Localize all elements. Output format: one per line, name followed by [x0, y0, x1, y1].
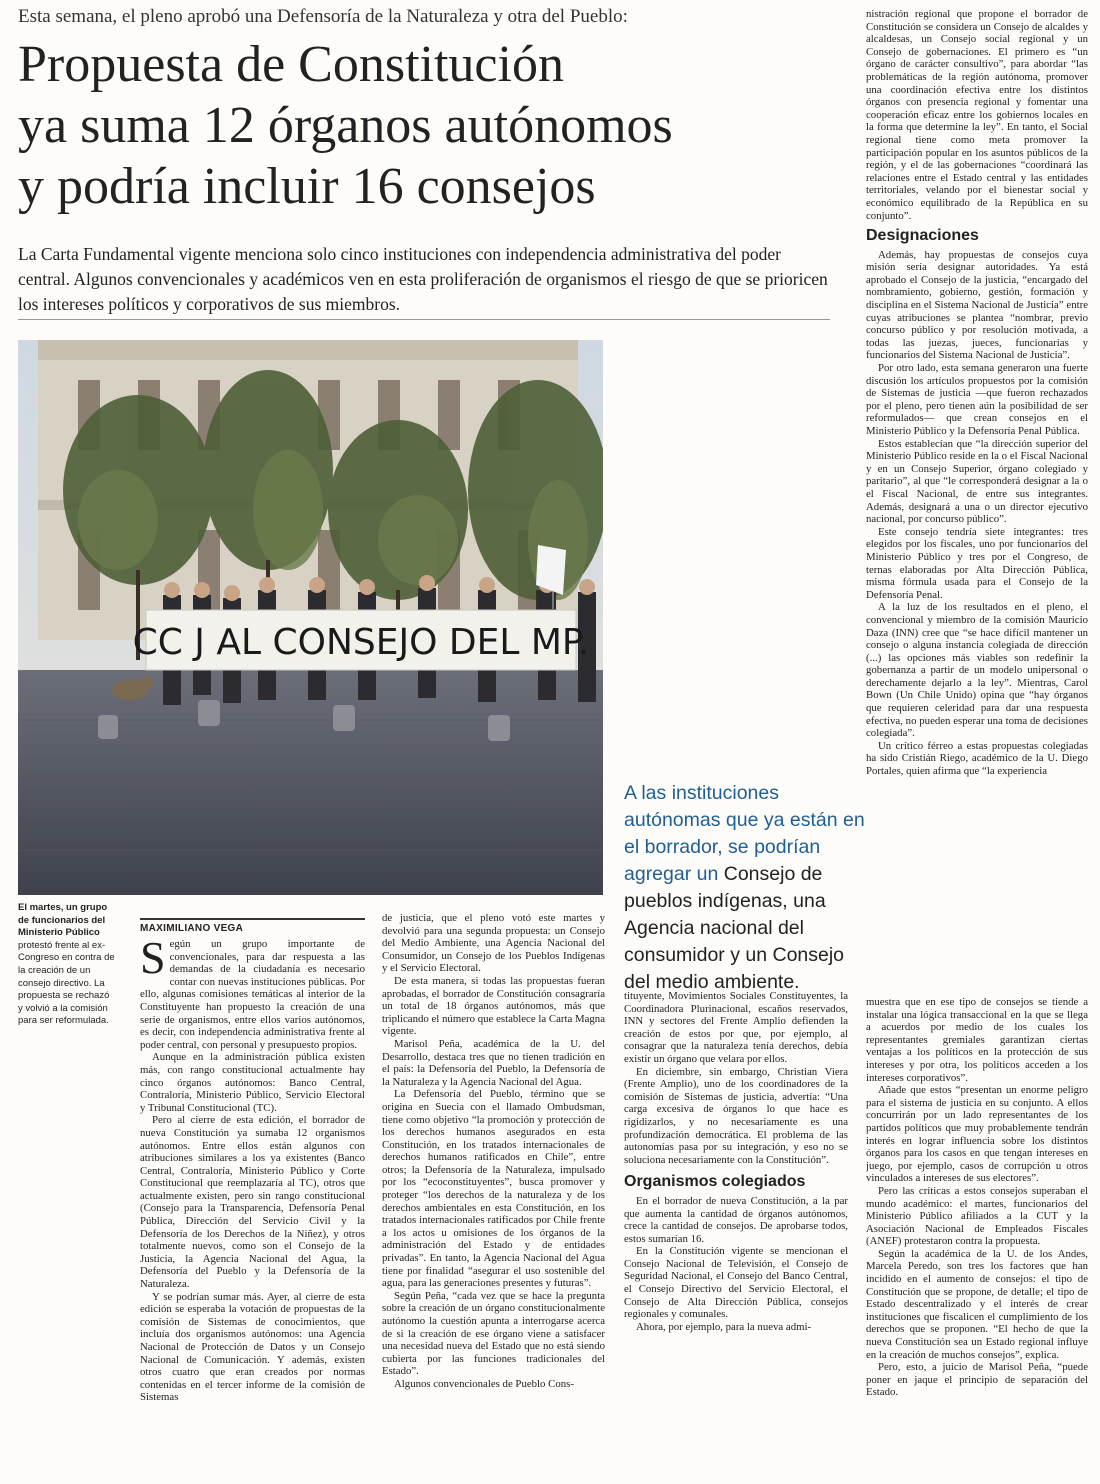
col2-paragraph-6: Algunos convencionales de Pueblo Cons- [394, 1377, 574, 1390]
col2-paragraph-2: De esta manera, si todas las propuestas fueran aprobadas, el borrador de Constitución consagraría un total de 18 órganos autónomos, más que triplicando el número que establece la Carta Magna vigente. [382, 974, 605, 1038]
col4-paragraph-3: Por otro lado, esta semana generaron una fuerte discusión los artículos propuestos por la comisión de Sistemas de justicia —que fueron rechazados por el pleno, pero tienen aún la posibilidad de ser reformulados— que crean consejos en el Ministerio Público y la Defensoría Penal Pública. [866, 362, 1088, 437]
column-4 [866, 8, 1088, 993]
col3-paragraph-1: tituyente, Movimientos Sociales Constituyentes, la Coordinadora Plurinacional, escaños reservados, INN y sectores del Frente Amplio defienden la creación de estos por que, por ejemplo, al consagrar que la naturaleza tenía derechos, debía existir un órgano que velara por ellos. [624, 990, 848, 1065]
headline-line-1: Propuesta de Constitución [18, 36, 564, 93]
col4b-paragraph-1: muestra que en ese tipo de consejos se tiende a instalar una lógica transaccional en la que se llega a acuerdos por medio de los cuales los representantes gremiales garantizan ciertas ventajas a los políticos en la protección de sus intereses y por otra, los políticos acceden a los intereses corporativos”. [866, 996, 1088, 1084]
lead-paragraph: La Carta Fundamental vigente menciona solo cinco instituciones con independencia administrativa del poder central. Algunos convencionales y académicos ven en esta proliferación de organismos el riesgo de que se prioricen los intereses políticos y corporativos de sus miembros. [18, 242, 830, 320]
col4b-paragraph-4: Según la académica de la U. de los Andes, Marcela Peredo, son tres los factores que han incidido en el aumento de consejos: el tipo de Constitución que se propone, de detalle; el tipo de Estado descentralizado y el interés de crear instituciones que fiscalicen el cumplimiento de los derechos que se proponen. “El hecho de que la nueva Constitución sea un Estado regional influye en la creación de muchos consejos”, explica. [866, 1247, 1088, 1361]
col3-paragraph-4: En la Constitución vigente se mencionan el Consejo Nacional de Televisión, el Consejo de Seguridad Nacional, el Consejo del Banco Central, el Consejo Directivo del Servicio Electoral, el Consejo de Alta Dirección Pública, consejos regionales y comunales. [624, 1245, 848, 1321]
protest-photo [18, 340, 603, 895]
photo-caption [18, 902, 116, 1028]
col4-paragraph-5: Este consejo tendría siete integrantes: tres elegidos por los fiscales, uno por funcionarios del Ministerio Público y tres por el Congreso, de ternas elaboradas por Alta Dirección Pública, misma fórmula usada para el Consejo de la Defensoría Penal. [866, 525, 1088, 601]
headline-line-3: y podría incluir 16 consejos [18, 158, 596, 215]
column-4b [866, 996, 1088, 1478]
subhead-organismos: Organismos colegiados [624, 1173, 806, 1191]
col4-paragraph-6: A la luz de los resultados en el pleno, el convencional y miembro de la comisión Mauricio Daza (INN) cree que “se hace difícil mantener un consejo o alguna instancia colegiada de dirección (...) las opciones más viables son redefinir la gobernanza a partir de un modelo unipersonal o derechamente dejarlo a la ley”. Mientras, Carol Bown (Un Chile Unido) opina que “hay órganos que requieren celeridad para dar una respuesta efectiva, no pueden esperar una toma de decisiones colegiada”. [866, 601, 1088, 740]
col2-paragraph-1: de justicia, que el pleno votó este martes y devolvió para una segunda propuesta: un Consejo del Medio Ambiente, una Agencia Nacional del Consumidor, un Consejo de los Pueblos Indígenas y el Servicio Electoral. [382, 912, 605, 975]
headline [18, 34, 838, 217]
pull-quote-highlight: A las instituciones autónomas que ya están en el borrador, se podrían agregar un [624, 782, 865, 885]
caption-text: protestó frente al ex-Congreso en contra de la creación de un consejo directivo. La propuesta se rechazó y volvió a la comisión para ser reformulada. [18, 939, 115, 1027]
column-1 [140, 938, 365, 1478]
headline-line-2: ya suma 12 órganos autónomos [18, 97, 673, 154]
col3-paragraph-5: Ahora, por ejemplo, para la nueva admi- [636, 1320, 812, 1333]
col2-paragraph-3: Marisol Peña, académica de la U. del Desarrollo, destaca tres que no tienen tradición en el país: la Defensoría del Pueblo, la Defensoría de la Naturaleza y la Agencia Nacional del Agua. [382, 1037, 605, 1088]
caption-bold: El martes, un grupo de funcionarios del Ministerio Público [18, 902, 108, 939]
col4b-paragraph-3: Pero las críticas a estos consejos superaban el mundo académico: el martes, funcionarios del Ministerio Público afiliados a la CUT y la Asociación Nacional de Empleados Fiscales (ANEF) protestaron contra la propuesta. [866, 1184, 1088, 1248]
col1-paragraph-4: Y se podrían sumar más. Ayer, al cierre de esta edición se esperaba la votación de propuestas de la comisión de Sistemas de conocimientos, que incluía dos organismos autónomos: una Agencia Nacional de Protección de Datos y un Consejo Nacional de Comunicación. Y además, existen otros cuatro que eran creados por normas contenidas en el tercer informe de la comisión de Sistemas [140, 1290, 365, 1404]
column-2 [382, 912, 605, 1478]
protest-photo-illustration [18, 340, 603, 895]
pull-quote-rest: Consejo de pueblos indígenas, una Agencia nacional del consumidor y un Consejo del medio ambiente. [624, 863, 845, 993]
kicker: Esta semana, el pleno aprobó una Defensoría de la Naturaleza y otra del Pueblo: [18, 6, 628, 27]
col4-paragraph-4: Estos establecían que “la dirección superior del Ministerio Público reside en la o el Fiscal Nacional y en un Consejo Superior, órgano colegiado y paritario”, al que “le corresponderá designar a la o el Fiscal Nacional, de entre sus integrantes. Además, designará a una o un director ejecutivo nacional, por concurso público”. [866, 437, 1088, 526]
dropcap: S [140, 938, 166, 983]
col1-paragraph-1 [140, 938, 365, 1051]
col4-paragraph-2: Además, hay propuestas de consejos cuya misión sería designar autoridades. Ya está aprobado el Consejo de la justicia, “encargado del nombramiento, gobierno, gestión, formación y disciplina en el Sistema Nacional de Justicia” entre cuyas atribuciones se plantea “nombrar, previo concurso público y por resolución motivada, a todas las juezas, jueces, funcionarias y funcionarios del Sistema Nacional de Justicia”. [866, 248, 1088, 362]
col4b-paragraph-2: Añade que estos “presentan un enorme peligro para el sistema de justicia en su conjunto. A ellos concurrirán por un lado representantes de los partidos políticos que muy probablemente tendrán interés en lograr influencia sobre los distintos órganos para los casos en que tengan intereses en juego, por ejemplo, casos de corrupción u otros vinculados a intereses de sus electores”. [866, 1084, 1088, 1185]
col2-paragraph-5: Según Peña, “cada vez que se hace la pregunta sobre la creación de un órgano constitucionalmente autónomo la cuestión apunta a interrogarse acerca de si la creación de ese órgano viene a satisfacer una necesidad nueva del Estado que no está siendo cubierta por las funciones tradicionales del Estado”. [382, 1289, 605, 1378]
col2-paragraph-4: La Defensoría del Pueblo, término que se origina en Suecia con el llamado Ombudsman, tiene como objetivo “la promoción y protección de los derechos humanos asegurados en esta Constitución, en los tratados internacionales de derechos humanos ratificados en Chile”, entre otros; la Defensoría de la Naturaleza, impulsado por los “ecoconstituyentes”, busca promover y proteger “los derechos de la naturaleza y de los derechos ambientales en esta Constitución, en los tratados internacionales ratificados por Chile frente a los actos u omisiones de los órganos de la administración del Estado y de entidades privadas”. En tanto, la Agencia Nacional del Agua tiene por finalidad “asegurar el uso sostenible del agua, para las generaciones presentes y futuras”. [382, 1088, 605, 1290]
col1-paragraph-3: Pero al cierre de esta edición, el borrador de nueva Constitución ya sumaba 12 organismos autónomos. Entre ellos están algunos con atribuciones similares a los ya existentes (Banco Central, Contraloría, Ministerio Público y Corte Constitucional que reemplazaría al TC), otros que actualmente existen, pero sin rango constitucional (Consejo para la Transparencia, Defensoría Penal Pública, Dirección del Servicio Civil y la Defensoría de los Derechos de la Niñez), y otros totalmente nuevos, como son el Consejo de la Justicia, la Agencia Nacional del Agua, la Defensoría del Pueblo y la Defensoría de la Naturaleza. [140, 1114, 365, 1291]
column-3 [624, 990, 848, 1478]
col4b-paragraph-5: Pero, esto, a juicio de Marisol Peña, “puede poner en jaque el principio de separación del Estado. [866, 1361, 1088, 1399]
subhead-designaciones: Designaciones [866, 227, 979, 245]
byline: MAXIMILIANO VEGA [140, 918, 365, 934]
col4-paragraph-7: Un crítico férreo a estas propuestas colegiadas ha sido Cristián Riego, académico de la U. Diego Portales, quien afirma que “la experiencia [866, 739, 1088, 778]
col3-paragraph-2: En diciembre, sin embargo, Christian Viera (Frente Amplio), uno de los coordinadores de la comisión de Sistemas de justicia, advertía: “Una carga excesiva de órganos lo que hace es rigidizarlos, y no necesariamente es una profundización democrática. El problema de las autonomías pasa por su integración, y eso no se soluciona necesariamente con la Constitución”. [624, 1065, 848, 1166]
col4-paragraph-1: nistración regional que propone el borrador de Constitución se considera un Consejo de alcaldes y alcaldesas, un Consejo social regional y un Consejo de gobernaciones. El primero es “un órgano de carácter consultivo”, para abordar “las problemáticas de la región autónoma, promover una coordinación efectiva entre los distintos órganos con presencia regional y fomentar una cooperación eficaz entre los gobiernos locales en la forma que determine la ley”. En tanto, el Social regional tiene como meta promover la participación popular en los asuntos públicos de la región, y el de las gobernaciones “coordinará las relaciones entre el Estado central y las entidades territoriales, velando por el bienestar social y económico equilibrado de la República en su conjunto”. [866, 8, 1088, 222]
pull-quote [608, 768, 866, 993]
banner-text: CC J AL CONSEJO DEL MP. [132, 622, 590, 663]
col3-paragraph-3: En el borrador de nueva Constitución, a la par que aumenta la cantidad de órganos autónomos, crece la cantidad de consejos. De aprobarse todos, estos sumarían 16. [624, 1194, 848, 1245]
col1-paragraph-2: Aunque en la administración pública existen más, con rango constitucional actualmente hay cinco órganos autónomos: Banco Central, Contraloría, Ministerio Público, Servicio Electoral y Tribunal Constitucional (TC). [140, 1051, 365, 1114]
col1-p1-text: egún un grupo importante de convencionales, para dar respuesta a las demandas de la ciudadanía es necesario contar con nuevas instituciones públicas. Por ello, algunas comisiones temáticas al interior de la Constituyente han propuesto la creación de una serie de organismos, entre ellos varios autónomos, es decir, con independencia administrativa frente al poder central, con personal y presupuesto propios. [140, 938, 365, 1051]
